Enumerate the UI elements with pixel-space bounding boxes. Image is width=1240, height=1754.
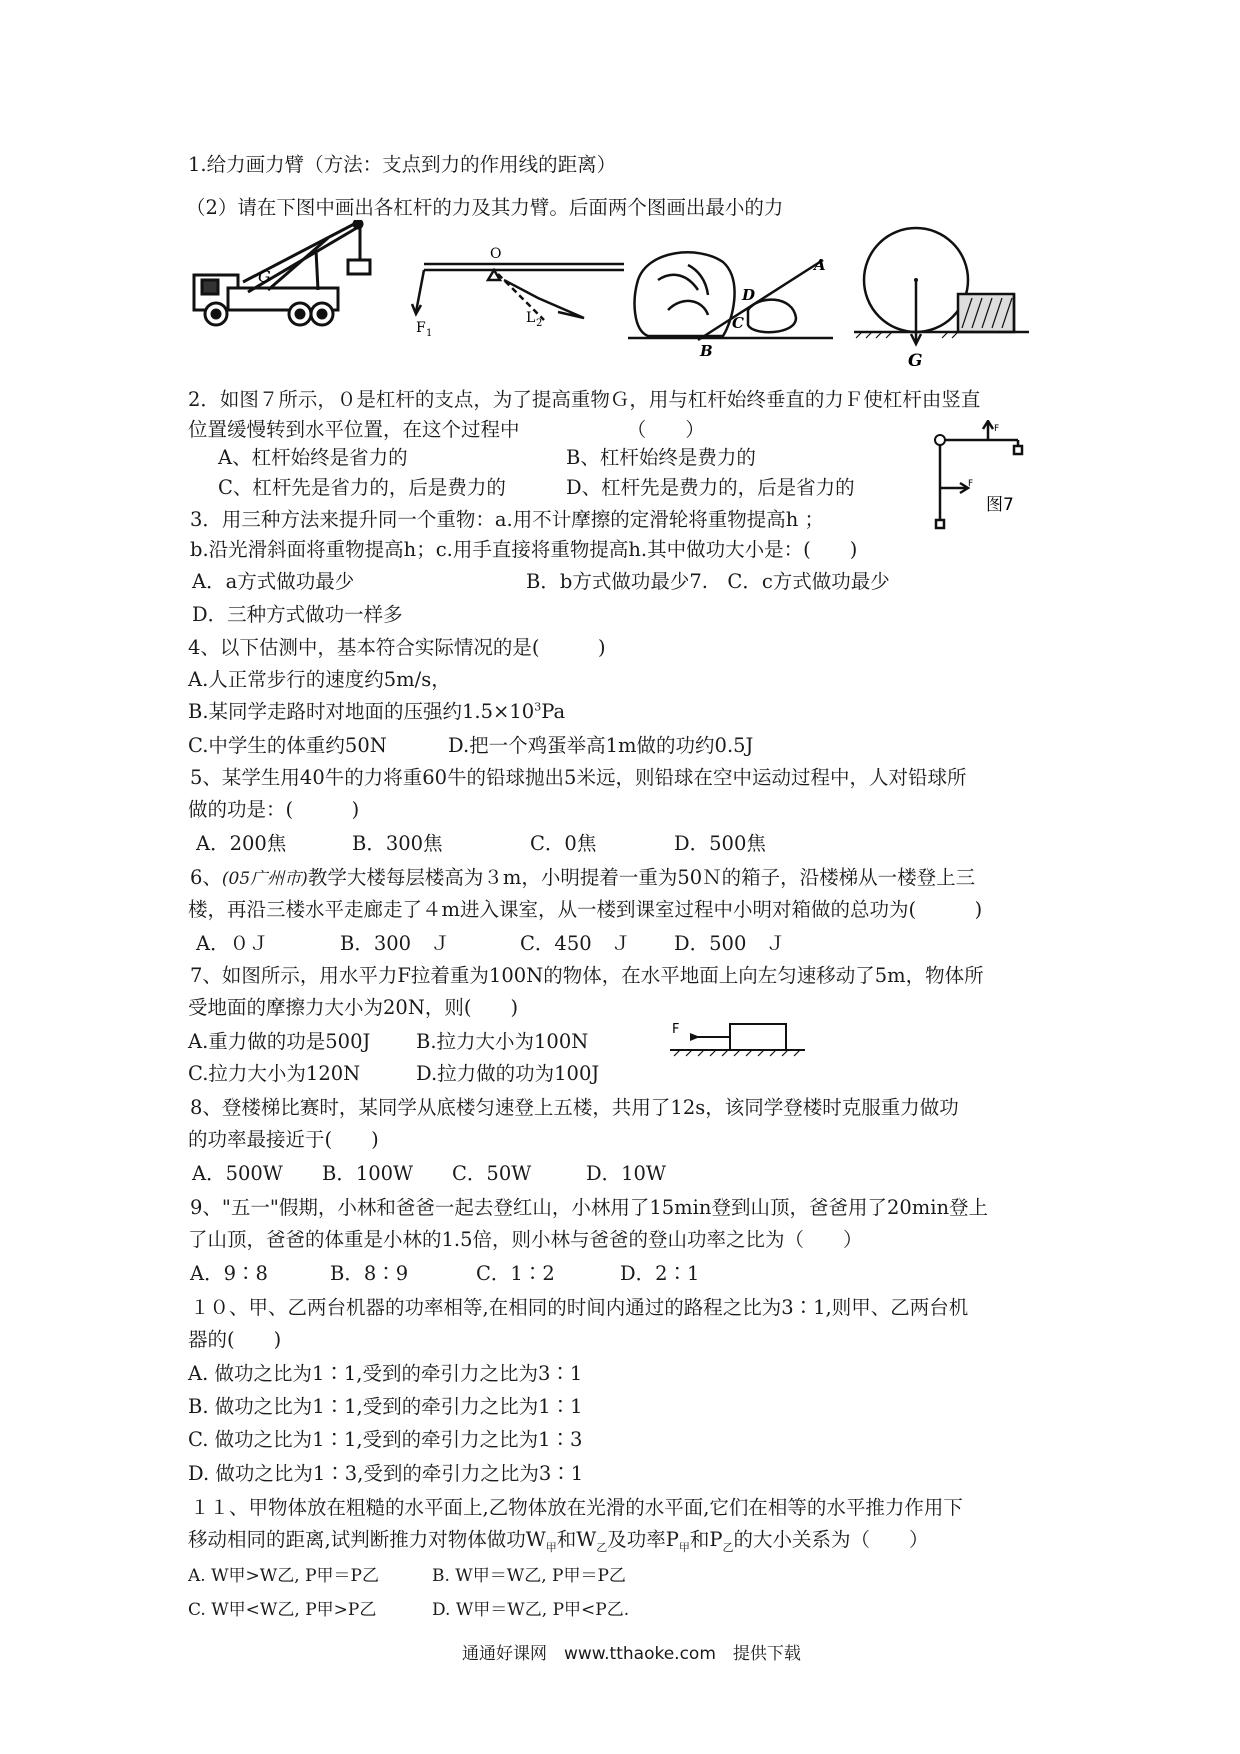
q6-option-a: A．０Ｊ [196, 932, 269, 955]
rock-crowbar-figure [628, 240, 838, 360]
q9-line1: 9、"五一"假期，小林和爸爸一起去登红山，小林用了15min登到山顶，爸爸用了20min登上 [190, 1196, 989, 1219]
q5-line1: 5、某学生用40牛的力将重60牛的铅球抛出5米远，则铅球在空中运动过程中，人对铅球所 [190, 766, 967, 789]
q3-line2: b.沿光滑斜面将重物提高h；c.用手直接将重物提高h.其中做功大小是：( ) [190, 538, 858, 561]
q11-option-d: D. W甲＝W乙, P甲<P乙. [432, 1600, 630, 1620]
rock-b-label: B [700, 342, 713, 360]
q6-line1 [190, 866, 975, 891]
q5-line2: 做的功是：( ) [188, 798, 360, 821]
fig7-f-mid: F [968, 479, 974, 489]
q9-option-b: B．8∶9 [330, 1262, 409, 1285]
q11-sub-2: 乙 [596, 1540, 608, 1554]
q8-option-c: C．50W [452, 1162, 532, 1185]
lever-figure [408, 240, 628, 340]
wheel-step-figure [854, 222, 1034, 382]
lever-l2-sub: 2 [536, 318, 543, 329]
q4-option-b-text: B.某同学走路时对地面的压强约1.5×10 [188, 700, 535, 723]
q2-option-d: D、杠杆先是费力的，后是省力的 [566, 476, 855, 499]
q4-option-b-exponent: 3 [534, 700, 542, 714]
q9-option-c: C．1∶2 [476, 1262, 555, 1285]
q2-option-c: C、杠杆先是省力的，后是费力的 [218, 476, 506, 499]
q6-line2: 楼，再沿三楼水平走廊走了４m进入课室，从一楼到课室过程中小明对箱做的总功为( ) [188, 898, 983, 921]
page-footer: 通通好课网 www.tthaoke.com 提供下载 [462, 1644, 801, 1664]
q2-option-b: B、杠杆始终是费力的 [566, 446, 756, 469]
lever-f1-label: F [416, 320, 426, 336]
q7-option-b: B.拉力大小为100N [416, 1030, 589, 1053]
q4-option-d: D.把一个鸡蛋举高1m做的功约0.5J [448, 734, 754, 757]
q7-option-c: C.拉力大小为120N [188, 1062, 361, 1085]
q3-option-a: A．a方式做功最少 [192, 570, 355, 593]
q10-option-c: C. 做功之比为1∶1,受到的牵引力之比为1∶3 [188, 1428, 583, 1451]
q4-option-c: C.中学生的体重约50N [188, 734, 387, 757]
q8-line2: 的功率最接近于( ) [188, 1128, 379, 1151]
q5-option-c: C．0焦 [530, 832, 597, 855]
q9-option-d: D．2∶1 [620, 1262, 700, 1285]
rock-d-label: D [742, 286, 756, 304]
q8-option-b: B．100W [322, 1162, 414, 1185]
q4-option-a: A.人正常步行的速度约5m/s， [188, 668, 451, 691]
q6-option-d: D．500 Ｊ [674, 932, 786, 955]
q10-line1: １０、甲、乙两台机器的功率相等,在相同的时间内通过的路程之比为3∶1,则甲、乙两台机 [190, 1296, 969, 1319]
fig7-label: 图7 [986, 495, 1014, 515]
q2-line2: 位置缓慢转到水平位置，在这个过程中 （ ） [188, 418, 705, 441]
q4-option-b-unit: Pa [541, 700, 566, 723]
q6-source: (05广州市) [221, 869, 308, 889]
q11-line2-mid3: 和P [689, 1528, 723, 1551]
lever-o-label: O [490, 246, 502, 262]
q11-line1: １１、甲物体放在粗糙的水平面上,乙物体放在光滑的水平面,它们在相等的水平推力作用下 [190, 1496, 963, 1519]
q7-line1: 7、如图所示，用水平力F拉着重为100N的物体，在水平地面上向左匀速移动了5m，物体所 [190, 964, 984, 987]
q5-option-b: B．300焦 [352, 832, 443, 855]
q1-title: 1.给力画力臂（方法：支点到力的作用线的距离） [188, 153, 617, 176]
q7-figure-block [670, 1012, 810, 1062]
lever-l2-label: L [526, 310, 536, 326]
q10-option-b: B. 做功之比为1∶1,受到的牵引力之比为1∶1 [188, 1395, 583, 1418]
q11-line2 [188, 1528, 929, 1552]
q10-option-d: D. 做功之比为1∶3,受到的牵引力之比为3∶1 [188, 1462, 584, 1485]
crane-g-label: G [258, 267, 271, 286]
q2-option-a: A、杠杆始终是省力的 [218, 446, 408, 469]
q11-option-a: A. W甲>W乙, P甲＝P乙 [188, 1566, 379, 1586]
q7-fig-f-label: F [672, 1022, 680, 1037]
q5-option-d: D．500焦 [674, 832, 766, 855]
q10-option-a: A. 做功之比为1∶1,受到的牵引力之比为3∶1 [188, 1362, 583, 1385]
q11-line2-end: 的大小关系为（ ） [733, 1528, 929, 1551]
q3-option-d: D．三种方式做功一样多 [192, 603, 403, 626]
q6-option-b: B．300 Ｊ [340, 932, 451, 955]
q11-option-b: B. W甲＝W乙, P甲＝P乙 [432, 1566, 626, 1586]
q1-subquestion: （2）请在下图中画出各杠杆的力及其力臂。后面两个图画出最小的力 [186, 196, 784, 219]
q6-number: 6、 [190, 866, 222, 889]
q11-line2-text: 移动相同的距离,试判断推力对物体做功W [188, 1528, 546, 1551]
q3-line1: 3．用三种方法来提升同一个重物：a.用不计摩擦的定滑轮将重物提高h ； [190, 508, 824, 531]
q11-sub-4: 乙 [722, 1540, 734, 1554]
rock-c-label: C [732, 314, 744, 332]
q5-option-a: A．200焦 [196, 832, 287, 855]
lever-f1-sub: 1 [426, 328, 433, 339]
q7-option-d: D.拉力做的功为100J [416, 1062, 600, 1085]
q10-line2: 器的( ) [188, 1328, 282, 1351]
q11-sub-1: 甲 [545, 1540, 557, 1554]
q7-line2: 受地面的摩擦力大小为20N，则( ) [188, 996, 519, 1019]
q6-option-c: C．450 Ｊ [520, 932, 631, 955]
figure-7-lever [928, 420, 1038, 530]
q4-stem: 4、以下估测中，基本符合实际情况的是( ) [188, 636, 606, 659]
q9-option-a: A．9∶8 [190, 1262, 268, 1285]
q11-option-c: C. W甲<W乙, P甲>P乙 [188, 1600, 377, 1620]
q8-option-d: D．10W [586, 1162, 666, 1185]
q8-option-a: A．500W [192, 1162, 283, 1185]
fig7-f-top: F [994, 424, 1000, 434]
q11-line2-mid2: 及功率P [607, 1528, 679, 1551]
q4-option-b [188, 700, 565, 724]
q11-sub-3: 甲 [678, 1540, 690, 1554]
q11-line2-mid: 和W [556, 1528, 597, 1551]
q3-option-bc: B．b方式做功最少7. C．c方式做功最少 [526, 570, 890, 593]
wheel-g-label: G [908, 351, 923, 371]
q7-option-a: A.重力做的功是500J [188, 1030, 371, 1053]
crane-figure [188, 220, 408, 345]
q6-line1-text: 教学大楼每层楼高为３m，小明提着一重为50Ｎ的箱子，沿楼梯从一楼登上三 [307, 866, 976, 889]
rock-a-label: A [814, 256, 826, 274]
q8-line1: 8、登楼梯比赛时，某同学从底楼匀速登上五楼，共用了12s，该同学登楼时克服重力做功 [190, 1096, 959, 1119]
q2-line1: 2．如图７所示，０是杠杆的支点，为了提高重物Ｇ，用与杠杆始终垂直的力Ｆ使杠杆由竖直 [188, 388, 981, 411]
q9-line2: 了山顶，爸爸的体重是小林的1.5倍，则小林与爸爸的登山功率之比为（ ） [188, 1228, 863, 1251]
